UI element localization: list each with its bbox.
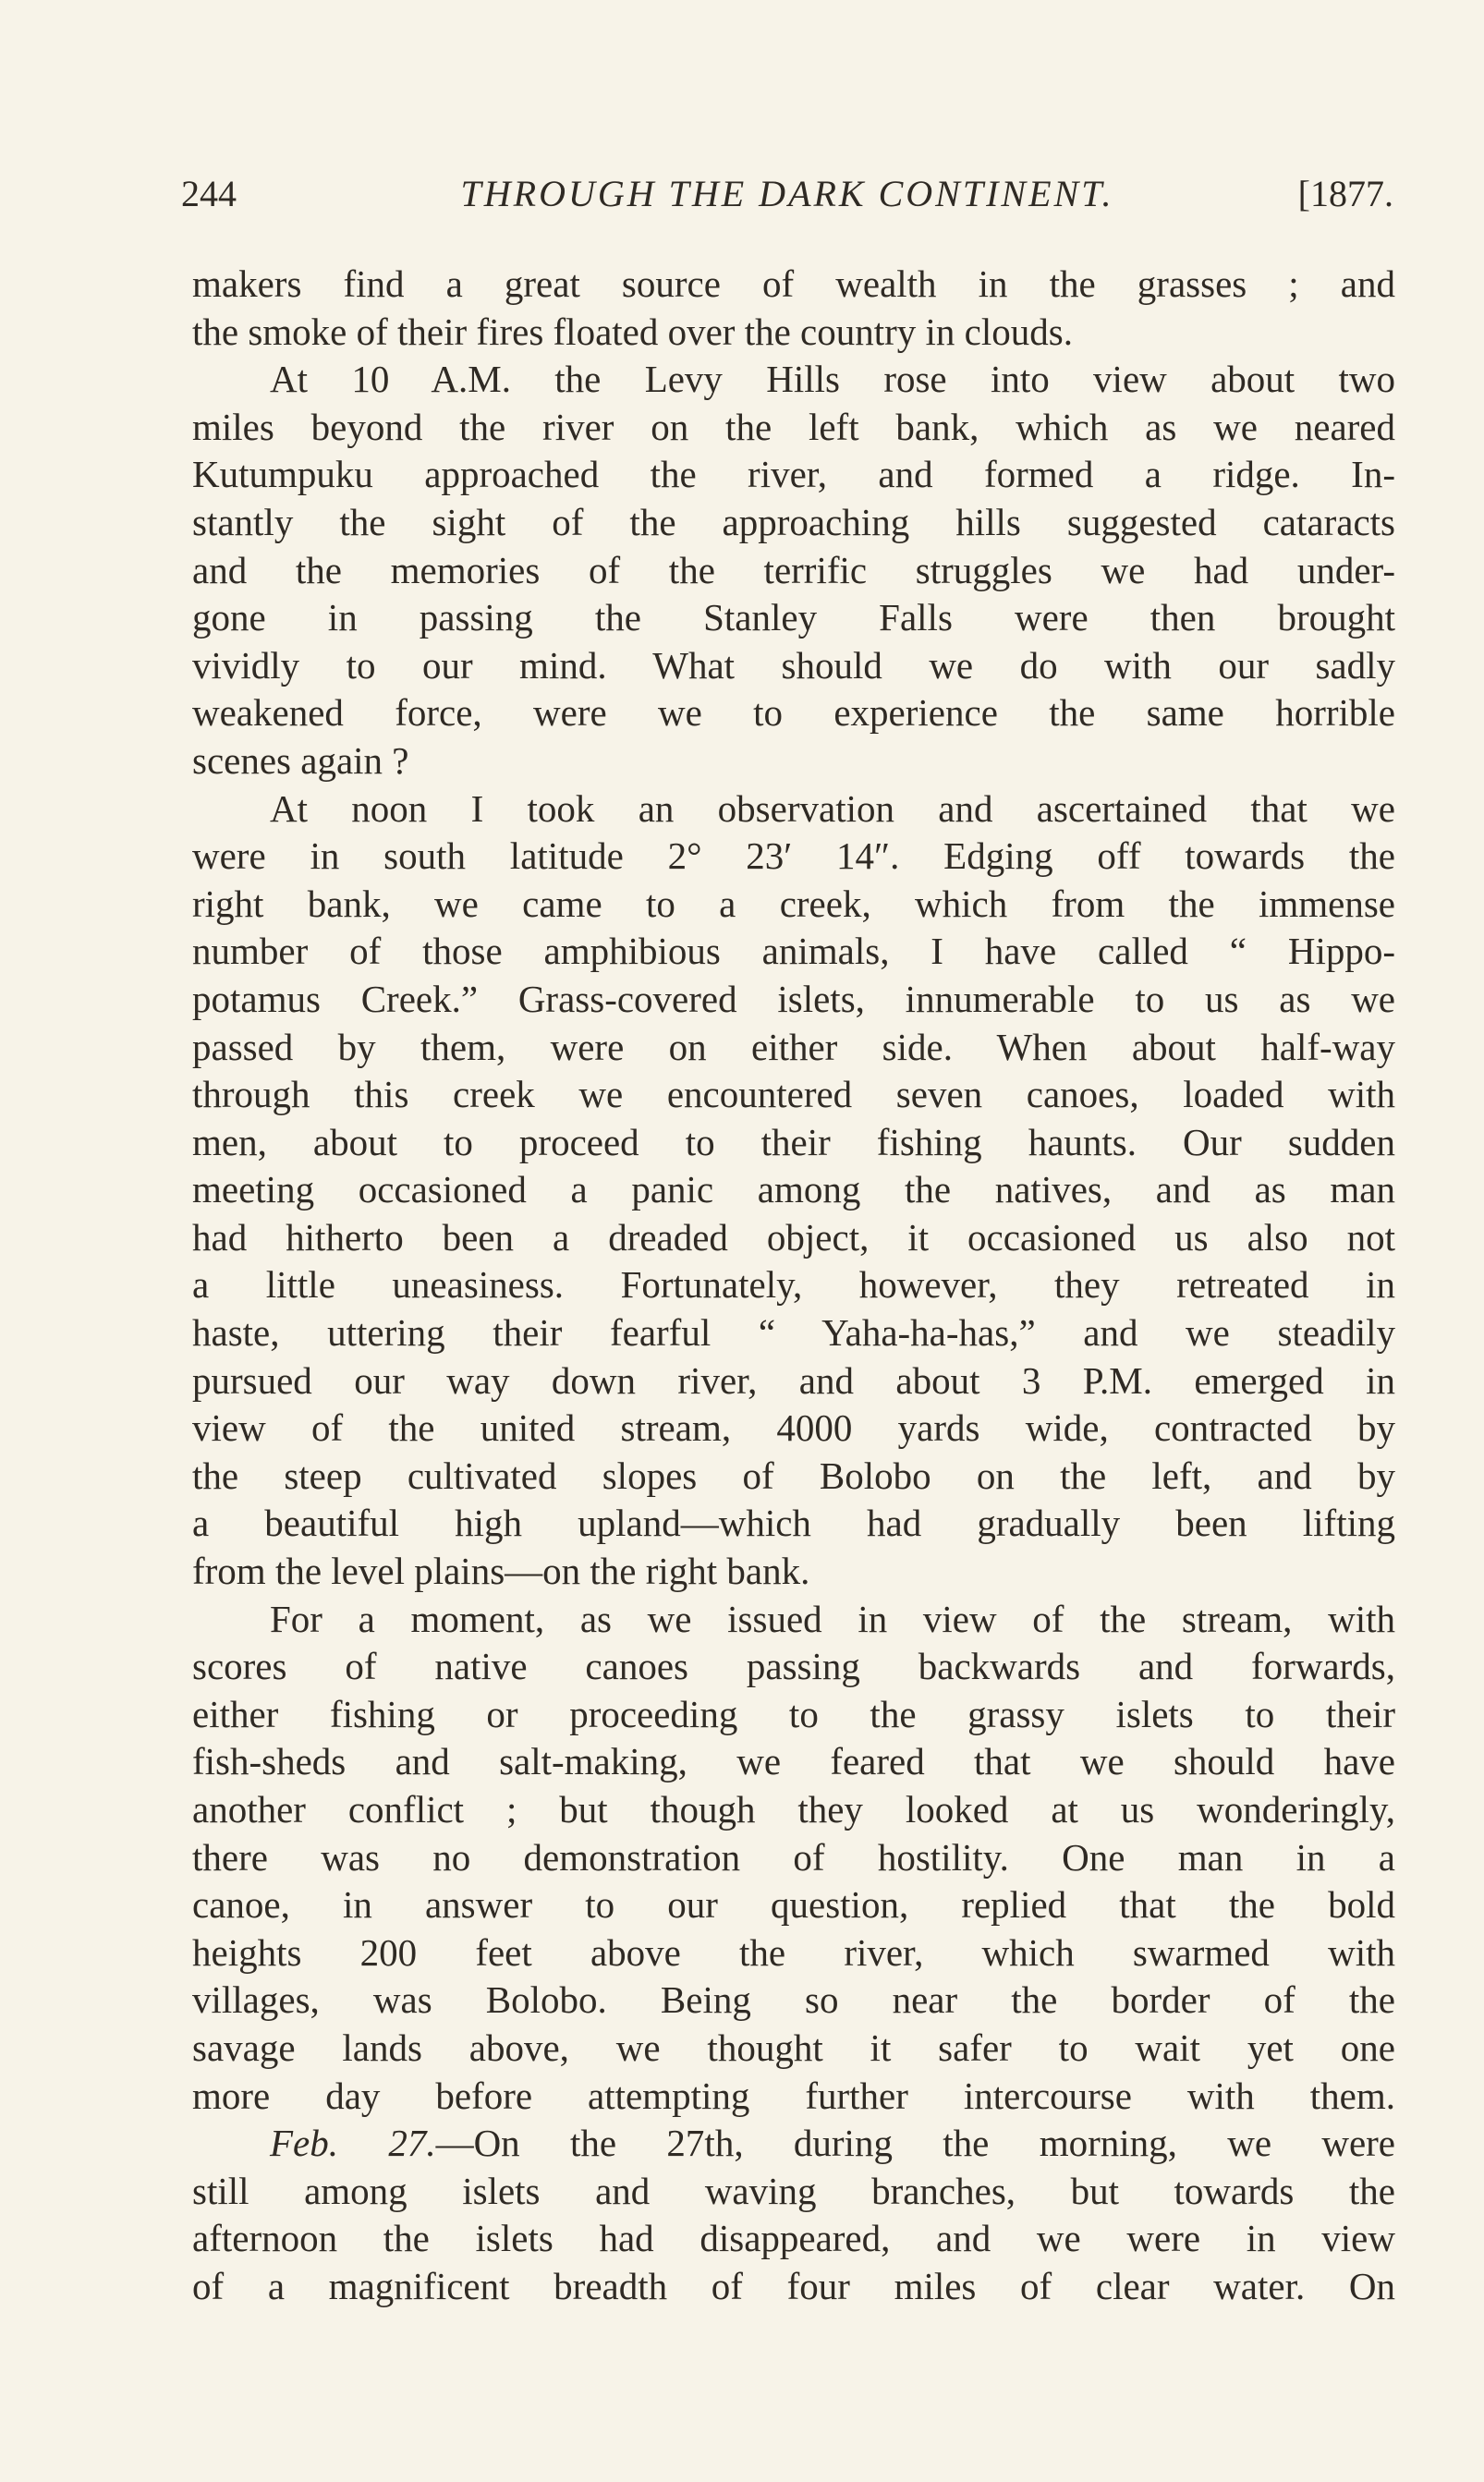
date-label: Feb. 27. bbox=[270, 2122, 436, 2165]
text-line: still among islets and waving branches, but towards the bbox=[192, 2169, 1395, 2212]
text-line: had hitherto been a dreaded object, it occasioned us also not bbox=[192, 1215, 1395, 1259]
text-line: villages, was Bolobo. Being so near the border of the bbox=[192, 1978, 1395, 2022]
text-line: a beautiful high upland—which had gradually been lifting bbox=[192, 1502, 1395, 1545]
text-line: right bank, we came to a creek, which from the immense bbox=[192, 882, 1395, 925]
text-line: potamus Creek.” Grass-covered islets, innumerable to us as we bbox=[192, 977, 1395, 1020]
text-line: of a magnificent breadth of four miles of clear water. On bbox=[192, 2264, 1395, 2307]
text-line: weakened force, were we to experience the same horrible bbox=[192, 691, 1395, 735]
text-line: heights 200 feet above the river, which swarmed with bbox=[192, 1930, 1395, 1974]
body-text bbox=[192, 261, 1395, 2311]
text-line: a little uneasiness. Fortunately, however, they retreated in bbox=[192, 1263, 1395, 1307]
text-line: pursued our way down river, and about 3 P.M. emerged in bbox=[192, 1358, 1395, 1402]
text-line: the steep cultivated slopes of Bolobo on the left, and by bbox=[192, 1454, 1395, 1497]
text-line: stantly the sight of the approaching hills suggested cataracts bbox=[192, 500, 1395, 543]
text-line: scores of native canoes passing backwards and forwards, bbox=[192, 1645, 1395, 1688]
text-line: there was no demonstration of hostility. One man in a bbox=[192, 1835, 1395, 1879]
text-line: the smoke of their fires floated over the country in clouds. bbox=[192, 310, 1073, 353]
text-line: canoe, in answer to our question, replied that the bold bbox=[192, 1883, 1395, 1927]
text-line: passed by them, were on either side. When about half-way bbox=[192, 1025, 1395, 1068]
page-number: 244 bbox=[181, 173, 237, 214]
text-line-feb bbox=[192, 2120, 1395, 2168]
text-line: either fishing or proceeding to the grassy islets to their bbox=[192, 1692, 1395, 1735]
text-line: scenes again ? bbox=[192, 738, 409, 782]
text-line: and the memories of the terrific struggles we had under- bbox=[192, 548, 1395, 591]
text-line: miles beyond the river on the left bank, which as we neared bbox=[192, 405, 1395, 448]
header-year: [1877. bbox=[1297, 173, 1393, 214]
text-line: more day before attempting further intercourse with them. bbox=[192, 2074, 1395, 2117]
text-line: meeting occasioned a panic among the natives, and as man bbox=[192, 1168, 1395, 1211]
running-title: THROUGH THE DARK CONTINENT. bbox=[460, 173, 1114, 214]
text-line: another conflict ; but though they looked at us wonderingly, bbox=[192, 1788, 1395, 1831]
text-line: gone in passing the Stanley Falls were then brought bbox=[192, 596, 1395, 639]
text-line: vividly to our mind. What should we do with our sadly bbox=[192, 643, 1395, 687]
text-line: haste, uttering their fearful “ Yaha-ha-has,” and we steadily bbox=[192, 1311, 1395, 1355]
text-line: were in south latitude 2° 23′ 14″. Edging off towards the bbox=[192, 834, 1395, 878]
page-header bbox=[181, 166, 1393, 222]
text-line: view of the united stream, 4000 yards wide, contracted by bbox=[192, 1406, 1395, 1450]
text-line: makers find a great source of wealth in the grasses ; and bbox=[192, 262, 1395, 305]
text-line: Kutumpuku approached the river, and formed a ridge. In- bbox=[192, 453, 1395, 496]
text-line: For a moment, as we issued in view of the stream, with bbox=[270, 1597, 1395, 1640]
text-line: through this creek we encountered seven canoes, loaded with bbox=[192, 1073, 1395, 1116]
text-line: fish-sheds and salt-making, we feared that we should have bbox=[192, 1740, 1395, 1783]
text-line: At noon I took an observation and ascertained that we bbox=[270, 786, 1395, 830]
text-line-rest: —On the 27th, during the morning, we were bbox=[435, 2122, 1395, 2165]
text-line: At 10 A.M. the Levy Hills rose into view about two bbox=[270, 358, 1395, 401]
text-line: from the level plains—on the right bank. bbox=[192, 1550, 810, 1593]
text-line: number of those amphibious animals, I have called “ Hippo- bbox=[192, 930, 1395, 973]
text-line: savage lands above, we thought it safer to wait yet one bbox=[192, 2026, 1395, 2069]
text-line: men, about to proceed to their fishing haunts. Our sudden bbox=[192, 1120, 1395, 1163]
text-line: afternoon the islets had disappeared, and we were in view bbox=[192, 2217, 1395, 2260]
